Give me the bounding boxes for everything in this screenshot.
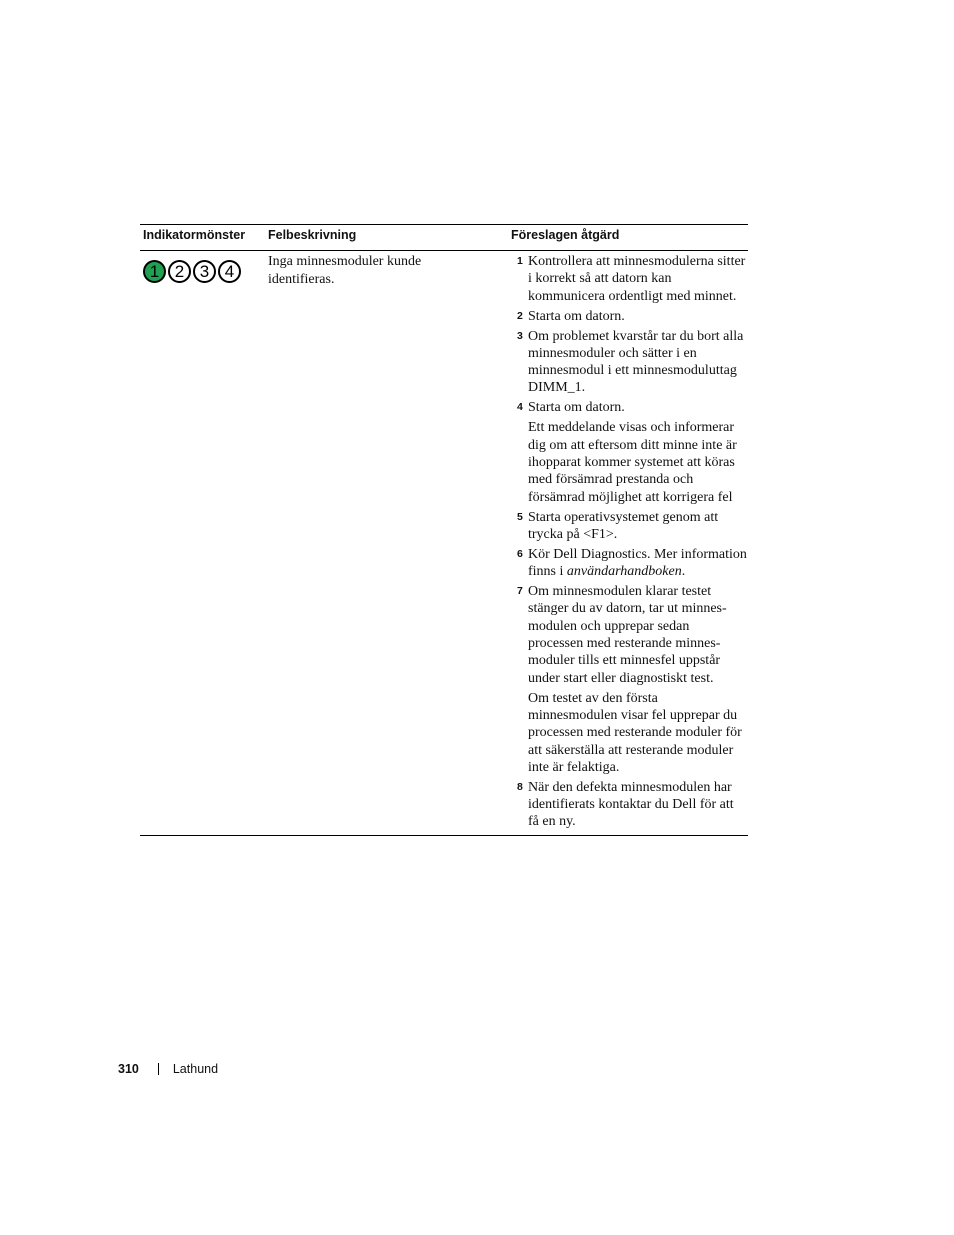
step-number: 8 <box>517 780 523 793</box>
diagnostic-light-1: 1 <box>143 260 166 283</box>
step-4-note: Ett meddelande visas och informerar dig om att eftersom ditt minne inte är ihopparat kommer systemet att köras med försämrad prestanda och försämrad möjlighet att korrigera fel <box>528 420 737 505</box>
step-text: Kontrollera att minnesmodulerna sitter i korrekt så att datorn kan kommunicera ordentligt med minnet. <box>528 254 746 304</box>
step-text: När den defekta minnesmodulen har identifierats kontaktar du Dell för att få en ny. <box>528 779 734 830</box>
step-1 <box>516 253 748 305</box>
diagnostic-light-3: 3 <box>193 260 216 283</box>
header-error-description: Felbeskrivning <box>268 228 357 242</box>
step-5 <box>516 509 748 544</box>
diagnostic-lights <box>143 260 241 283</box>
header-indicator-pattern: Indikatormönster <box>143 228 246 242</box>
footer-divider <box>158 1063 159 1075</box>
step-text: Om minnesmodulen klarar testet stänger du av datorn, tar ut minnes-modulen och upprepar sedan processen med resterande minnes-moduler tills ett minnesfel uppstår under start eller diagnostiskt test. <box>528 584 727 686</box>
step-7 <box>516 583 748 687</box>
page-number: 310 <box>118 1062 139 1076</box>
table-header <box>140 225 748 251</box>
step-number: 7 <box>517 585 523 598</box>
step-number: 2 <box>517 309 523 322</box>
step-text: Kör Dell Diagnostics. Mer information finns i <box>528 546 747 580</box>
step-number: 3 <box>517 329 523 342</box>
step-4 <box>516 399 748 416</box>
step-text: Starta om datorn. <box>528 400 625 416</box>
page-footer <box>118 1062 218 1076</box>
step-text-end: . <box>681 564 686 580</box>
step-6 <box>516 546 748 581</box>
step-number: 1 <box>517 255 523 267</box>
step-7-note: Om testet av den första minnesmodulen visar fel upprepar du processen med resterande moduler för att säkerställa att resterande moduler inte är felaktiga. <box>528 690 742 775</box>
action-steps <box>516 253 748 833</box>
step-text: Starta operativsystemet genom att trycka på <F1>. <box>528 509 719 542</box>
section-title: Lathund <box>172 1062 219 1076</box>
table-row <box>140 251 748 835</box>
step-3 <box>516 328 748 397</box>
step-8 <box>516 779 748 831</box>
step-number: 5 <box>517 510 523 523</box>
error-description: Inga minnesmoduler kunde identifieras. <box>268 254 422 287</box>
diagnostic-light-4: 4 <box>218 260 241 283</box>
step-text: Starta om datorn. <box>528 308 625 324</box>
user-guide-reference: användarhandboken <box>566 564 682 580</box>
indicator-table <box>140 224 748 836</box>
step-2 <box>516 308 748 325</box>
step-number: 4 <box>517 401 523 414</box>
step-text: Om problemet kvarstår tar du bort alla minnesmoduler och sätter i en minnesmodul i ett minnesmoduluttag DIMM_1. <box>528 328 744 396</box>
diagnostic-light-2: 2 <box>168 260 191 283</box>
header-suggested-action: Föreslagen åtgärd <box>511 228 620 242</box>
step-number: 6 <box>517 547 523 560</box>
